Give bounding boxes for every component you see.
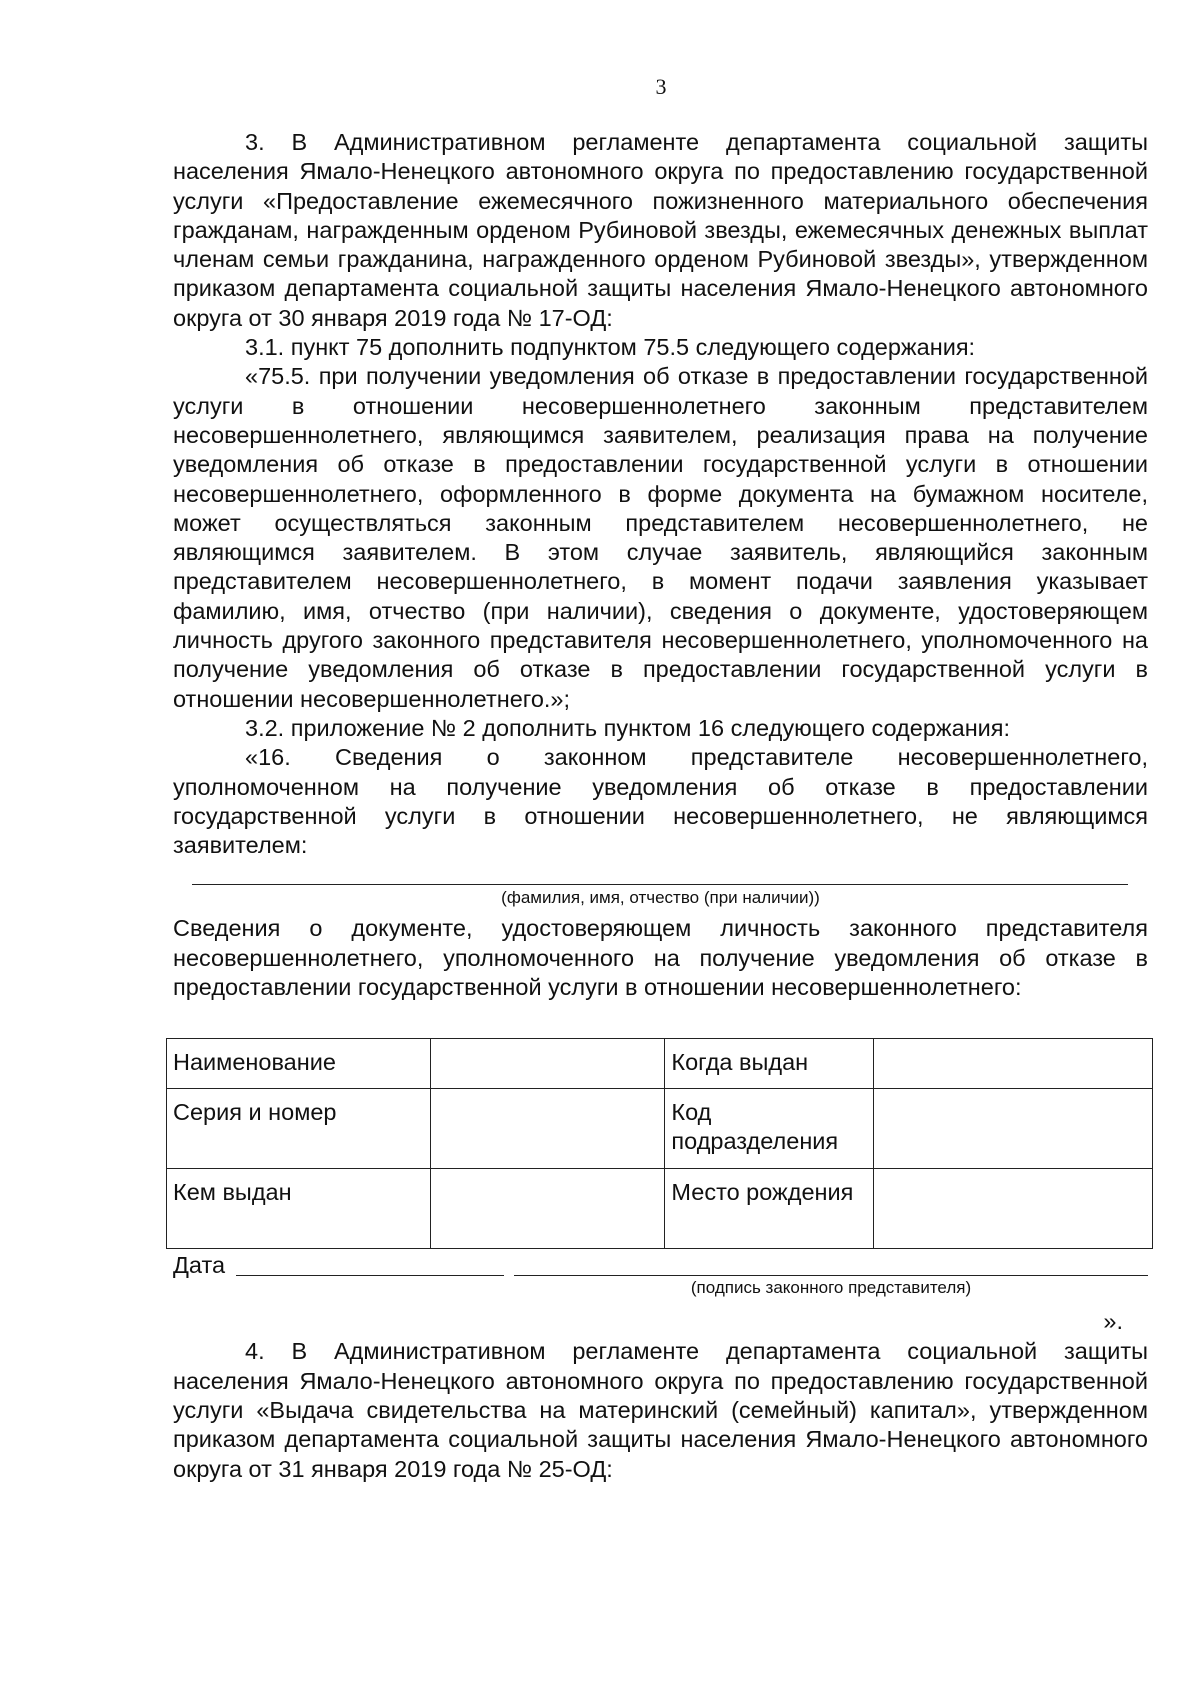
table-cell-label: Место рождения <box>665 1169 874 1249</box>
table-cell-value <box>874 1089 1153 1169</box>
table-cell-label: Наименование <box>167 1039 431 1089</box>
paragraph-3-1: 3.1. пункт 75 дополнить подпунктом 75.5 следующего содержания: <box>245 334 976 361</box>
table-cell-value <box>431 1039 665 1089</box>
table-row <box>167 1039 1153 1089</box>
closing-quote: ». <box>1103 1308 1123 1335</box>
signature-caption: (подпись законного представителя) <box>690 1278 972 1298</box>
table-cell-label: Кем выдан <box>167 1169 431 1249</box>
signature-fill-line <box>514 1275 1148 1276</box>
identity-document-table <box>166 1038 1153 1249</box>
fio-fill-line <box>192 884 1128 885</box>
paragraph-3-2: 3.2. приложение № 2 дополнить пунктом 16 следующего содержания: <box>245 714 1011 741</box>
table-row <box>167 1089 1153 1169</box>
table-cell-value <box>874 1169 1153 1249</box>
table-cell-label: Когда выдан <box>665 1039 874 1089</box>
paragraph-3: 3. В Административном регламенте департамента социальной защиты населения Ямало-Ненецкого автономного округа по предоставлению государственной услуги «Предоставление ежемесячного пожизненного материального обеспечения гражданам, награжденным орденом Рубиновой звезды, ежемесячных денежных выплат членам семьи гражданина, награжденного орденом Рубиновой звезды», утвержденном приказом департамента социальной защиты населения Ямало-Ненецкого автономного округа от 30 января 2019 года № 17-ОД: <box>173 129 1148 331</box>
table-cell-value <box>431 1169 665 1249</box>
document-info-paragraph: Сведения о документе, удостоверяющем личность законного представителя несовершеннолетнего, уполномоченного на получение уведомления об отказе в предоставлении государственной услуги в отношении несовершеннолетнего: <box>173 915 1148 1001</box>
paragraph-75-5: «75.5. при получении уведомления об отказе в предоставлении государственной услуги в отношении несовершеннолетнего законным представителем несовершеннолетнего, являющимся заявителем, реализация права на получение уведомления об отказе в предоставлении государственной услуги в отношении несовершеннолетнего, оформленного в форме документа на бумажном носителе, может осуществляться законным представителем несовершеннолетнего, не являющимся заявителем. В этом случае заявитель, являющийся законным представителем несовершеннолетнего, в момент подачи заявления указывает фамилию, имя, отчество (при наличии), сведения о документе, удостоверяющем личность другого законного представителя несовершеннолетнего, уполномоченного на получение уведомления об отказе в предоставлении государственной услуги в отношении несовершеннолетнего.»; <box>173 363 1148 712</box>
paragraph-4: 4. В Административном регламенте департамента социальной защиты населения Ямало-Ненецкого автономного округа по предоставлению государственной услуги «Выдача свидетельства на материнский (семейный) капитал», утвержденном приказом департамента социальной защиты населения Ямало-Ненецкого автономного округа от 31 января 2019 года № 25-ОД: <box>173 1338 1148 1482</box>
signature-row <box>173 1251 1148 1311</box>
table-cell-value <box>431 1089 665 1169</box>
document-body <box>173 128 1148 1484</box>
table-row <box>167 1169 1153 1249</box>
paragraph-16: «16. Сведения о законном представителе несовершеннолетнего, уполномоченном на получение уведомления об отказе в предоставлении государственной услуги в отношении несовершеннолетнего, не являющимся заявителем: <box>173 744 1148 859</box>
table-cell-label: Код подразделения <box>665 1089 874 1169</box>
fio-caption: (фамилия, имя, отчество (при наличии)) <box>501 888 820 908</box>
page-number: 3 <box>655 74 667 99</box>
date-fill-line <box>236 1275 504 1276</box>
table-cell-label: Серия и номер <box>167 1089 431 1169</box>
table-cell-value <box>874 1039 1153 1089</box>
fio-field <box>173 870 1148 914</box>
date-label: Дата <box>173 1252 226 1279</box>
